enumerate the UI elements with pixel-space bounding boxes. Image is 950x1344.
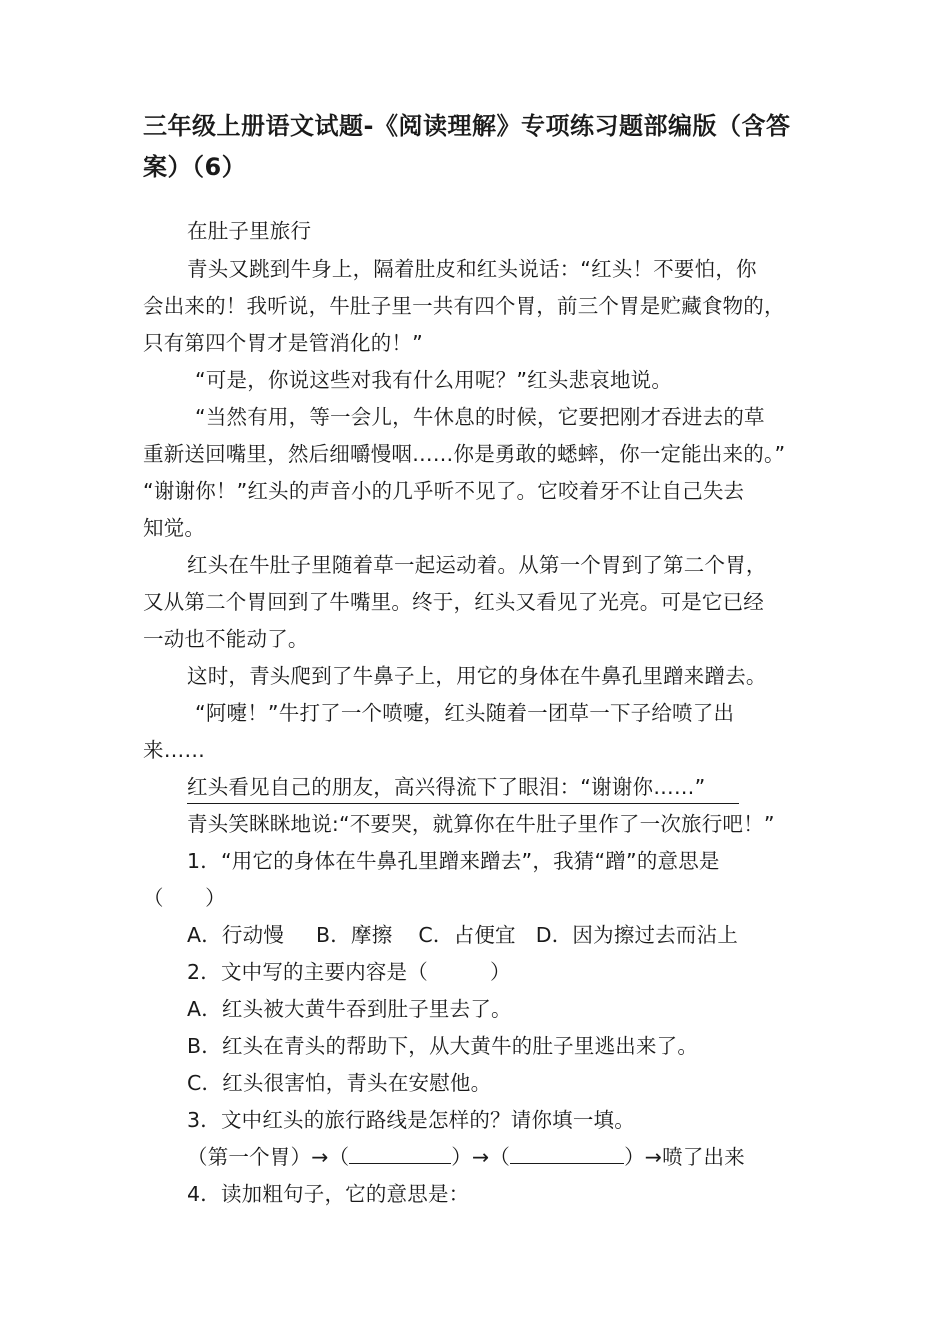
passage-line: 知觉。 (143, 516, 206, 540)
passage-heading: 在肚子里旅行 (187, 219, 312, 243)
route-start: （第一个胃）→（ (187, 1145, 350, 1169)
question-2-option-b: B．红头在青头的帮助下，从大黄牛的肚子里逃出来了。 (187, 1034, 699, 1058)
passage-line: 会出来的！我听说，牛肚子里一共有四个胃，前三个胃是贮藏食物的， (143, 294, 785, 318)
fill-blank-2[interactable] (510, 1145, 624, 1164)
passage-line: “谢谢你！”红头的声音小的几乎听不见了。它咬着牙不让自己失去 (143, 479, 745, 503)
option-d: D．因为擦过去而沾上 (535, 923, 739, 947)
question-1-answer-bracket: （ ） (143, 886, 226, 910)
passage-line: “可是，你说这些对我有什么用呢？”红头悲哀地说。 (195, 368, 673, 392)
route-mid: ）→（ (451, 1145, 511, 1169)
passage-line: 重新送回嘴里，然后细嚼慢咽……你是勇敢的蟋蟀，你一定能出来的。” (143, 442, 786, 466)
bold-sentence (187, 774, 739, 804)
passage-line: 只有第四个胃才是管消化的！” (143, 331, 423, 355)
option-a: A．行动慢 (187, 923, 285, 947)
question-2: 2．文中写的主要内容是（ ） (187, 960, 511, 984)
question-2-option-c: C．红头很害怕，青头在安慰他。 (187, 1071, 492, 1095)
route-end: ）→喷了出来 (624, 1145, 745, 1169)
question-1-options (187, 922, 738, 948)
passage-line: 又从第二个胃回到了牛嘴里。终于，红头又看见了光亮。可是它已经 (143, 590, 764, 614)
passage-line: 这时，青头爬到了牛鼻子上，用它的身体在牛鼻孔里蹭来蹭去。 (187, 664, 767, 688)
passage-line: 来…… (143, 738, 206, 762)
passage-line: “当然有用，等一会儿，牛休息的时候，它要把刚才吞进去的草 (195, 405, 765, 429)
option-c: C．占便宜 (418, 923, 516, 947)
passage-line: “阿嚏！”牛打了一个喷嚏，红头随着一团草一下子给喷了出 (195, 701, 735, 725)
question-3: 3．文中红头的旅行路线是怎样的？请你填一填。 (187, 1108, 635, 1132)
document-title: 三年级上册语文试题-《阅读理解》专项练习题部编版（含答案）（6） (143, 112, 791, 181)
passage-line: 青头又跳到牛身上，隔着肚皮和红头说话：“红头！不要怕，你 (187, 257, 757, 281)
question-3-route (187, 1144, 745, 1170)
question-2-option-a: A．红头被大黄牛吞到肚子里去了。 (187, 997, 512, 1021)
fill-blank-1[interactable] (349, 1145, 451, 1164)
passage-line: 一动也不能动了。 (143, 627, 309, 651)
passage-line: 红头在牛肚子里随着草一起运动着。从第一个胃到了第二个胃， (187, 553, 767, 577)
underlined-sentence: 红头看见自己的朋友，高兴得流下了眼泪：“谢谢你……” (187, 774, 739, 804)
question-4: 4．读加粗句子，它的意思是： (187, 1182, 470, 1206)
option-b: B．摩擦 (316, 923, 393, 947)
passage-line: 青头笑眯眯地说:“不要哭，就算你在牛肚子里作了一次旅行吧！” (187, 812, 775, 836)
question-1: 1．“用它的身体在牛鼻孔里蹭来蹭去”，我猜“蹭”的意思是 (187, 849, 720, 873)
